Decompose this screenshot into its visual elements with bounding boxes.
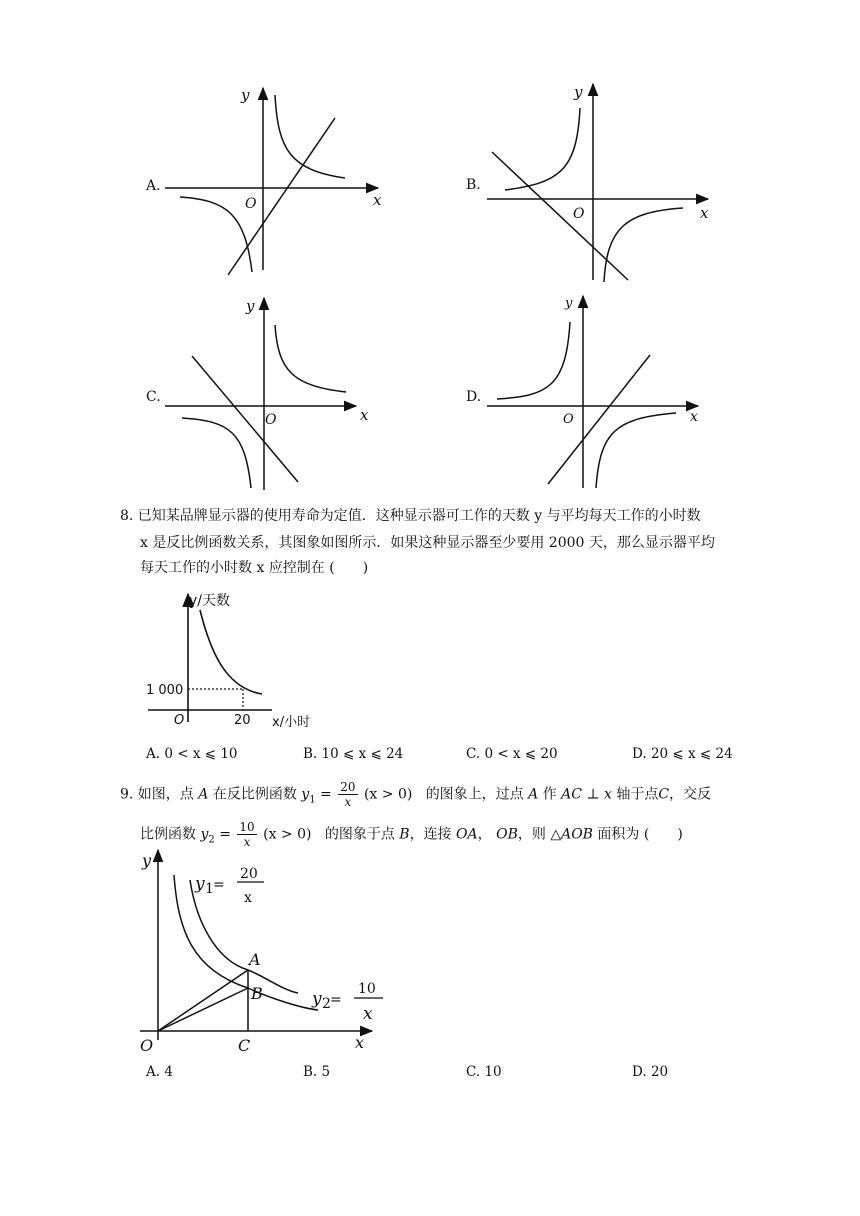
q9-option-b[interactable] — [303, 1063, 330, 1081]
q8-x-axis-label: x/小时 — [272, 715, 311, 730]
q8-option-c[interactable] — [466, 745, 558, 763]
q9-line-2: 比例函数 $y_2$ = $\frac{10}{x}$ (x > 0) 的图象于点 B，连接 OA， OB，则 △AOB 面积为 ( ) — [140, 820, 683, 849]
q9-point-a: A — [249, 950, 261, 969]
q8-option-a[interactable] — [146, 745, 238, 763]
q9-option-d[interactable] — [632, 1063, 668, 1081]
q8-y-axis-label: y/天数 — [189, 593, 231, 609]
svg-text:=: = — [330, 992, 342, 1008]
q8-option-b[interactable] — [303, 745, 403, 763]
graph-c-x-label: x — [360, 406, 369, 424]
option-text: 10 ⩽ x ⩽ 24 — [321, 746, 404, 762]
option-label: C. — [466, 746, 481, 762]
graph-c-label: C. — [146, 389, 161, 405]
q8-origin: O — [174, 713, 185, 728]
q9-point-c: C — [238, 1036, 251, 1055]
graph-a-label: A. — [146, 178, 161, 194]
hyperbola-branch-q1 — [275, 95, 345, 178]
graph-a-y-label: y — [241, 86, 250, 104]
q9-x-axis-label: x — [355, 1033, 365, 1052]
segment-oa — [158, 970, 248, 1031]
svg-text:1: 1 — [205, 881, 214, 897]
hyperbola-branch-q2 — [497, 322, 570, 399]
option-label: C. — [466, 1064, 481, 1080]
q8-x-tick-label: 20 — [234, 713, 251, 728]
q9-option-a[interactable] — [146, 1063, 173, 1081]
q8-option-d[interactable] — [632, 745, 733, 763]
graph-c-origin: O — [265, 412, 277, 428]
graph-b-label: B. — [466, 177, 481, 193]
svg-text:x: x — [244, 890, 252, 906]
hyperbola-branch-q3 — [180, 197, 252, 272]
hyperbola-branch-q1 — [275, 325, 346, 392]
hyperbola-branch-q4 — [596, 413, 676, 488]
option-text: 0 < x ⩽ 10 — [164, 746, 238, 762]
svg-text:y: y — [195, 874, 205, 894]
svg-text:x: x — [363, 1004, 373, 1024]
graph-d-x-label: x — [690, 409, 698, 425]
option-text: 4 — [164, 1064, 173, 1080]
fraction-10-over-x: $\frac{10}{x}$ — [239, 820, 255, 849]
option-label: B. — [303, 1064, 318, 1080]
graph-option-b — [487, 84, 708, 282]
q8-line-2: x 是反比例函数关系，其图象如图所示．如果这种显示器至少要用 2000 天，那么显示器平均 — [140, 535, 715, 551]
graph-option-c — [165, 298, 356, 490]
q9-line-1: 9. 如图，点 A 在反比例函数 $y_1$ = $\frac{20}{x}$ (x > 0) 的图象上，过点 A 作 AC ⊥ x 轴于点C，交反 — [120, 780, 712, 809]
graph-option-a — [165, 88, 378, 275]
option-text: 0 < x ⩽ 20 — [484, 746, 558, 762]
graph-b-origin: O — [573, 206, 585, 222]
graph-d-origin: O — [563, 412, 574, 427]
q8-line-3: 每天工作的小时数 x 应控制在 ( ) — [140, 560, 369, 576]
svg-text:20: 20 — [240, 866, 258, 882]
straight-line — [192, 356, 298, 482]
option-label: D. — [632, 1064, 647, 1080]
q9-point-b: B — [251, 984, 263, 1003]
svg-text:10: 10 — [358, 981, 376, 997]
q8-y-tick-label: 1 000 — [146, 683, 184, 698]
curve — [200, 610, 262, 694]
hyperbola-branch-q2 — [505, 108, 580, 190]
graph-a-origin: O — [245, 196, 257, 212]
q9-option-c[interactable] — [466, 1063, 502, 1081]
option-label: A. — [146, 746, 161, 762]
option-label: B. — [303, 746, 318, 762]
graph-d-y-label: y — [565, 296, 573, 311]
option-text: 20 — [650, 1064, 669, 1080]
q9-y-axis-label: y — [142, 851, 152, 870]
svg-text:y: y — [312, 989, 322, 1009]
option-label: D. — [632, 746, 647, 762]
graph-b-x-label: x — [700, 204, 709, 222]
hyperbola-branch-q4 — [604, 208, 683, 282]
hyperbola-branch-q3 — [182, 418, 251, 488]
graph-option-d — [487, 296, 698, 488]
q9-y2-formula — [311, 981, 383, 1024]
graph-d-label: D. — [466, 389, 482, 405]
option-text: 20 ⩽ x ⩽ 24 — [650, 746, 733, 762]
segment-ob — [158, 988, 248, 1031]
option-text: 5 — [321, 1064, 331, 1080]
option-text: 10 — [484, 1064, 502, 1080]
q9-y1-formula — [194, 866, 264, 906]
graph-a-x-label: x — [373, 191, 382, 209]
svg-text:2: 2 — [322, 996, 331, 1012]
svg-text:=: = — [213, 877, 225, 893]
q9-origin: O — [140, 1036, 154, 1055]
q8-graph — [148, 594, 272, 722]
graph-b-y-label: y — [574, 83, 583, 101]
q8-line-1: 8. 已知某品牌显示器的使用寿命为定值．这种显示器可工作的天数 y 与平均每天工作的小时数 — [120, 508, 701, 524]
fraction-20-over-x: $\frac{20}{x}$ — [340, 780, 356, 809]
option-label: A. — [146, 1064, 161, 1080]
graph-c-y-label: y — [246, 297, 255, 315]
